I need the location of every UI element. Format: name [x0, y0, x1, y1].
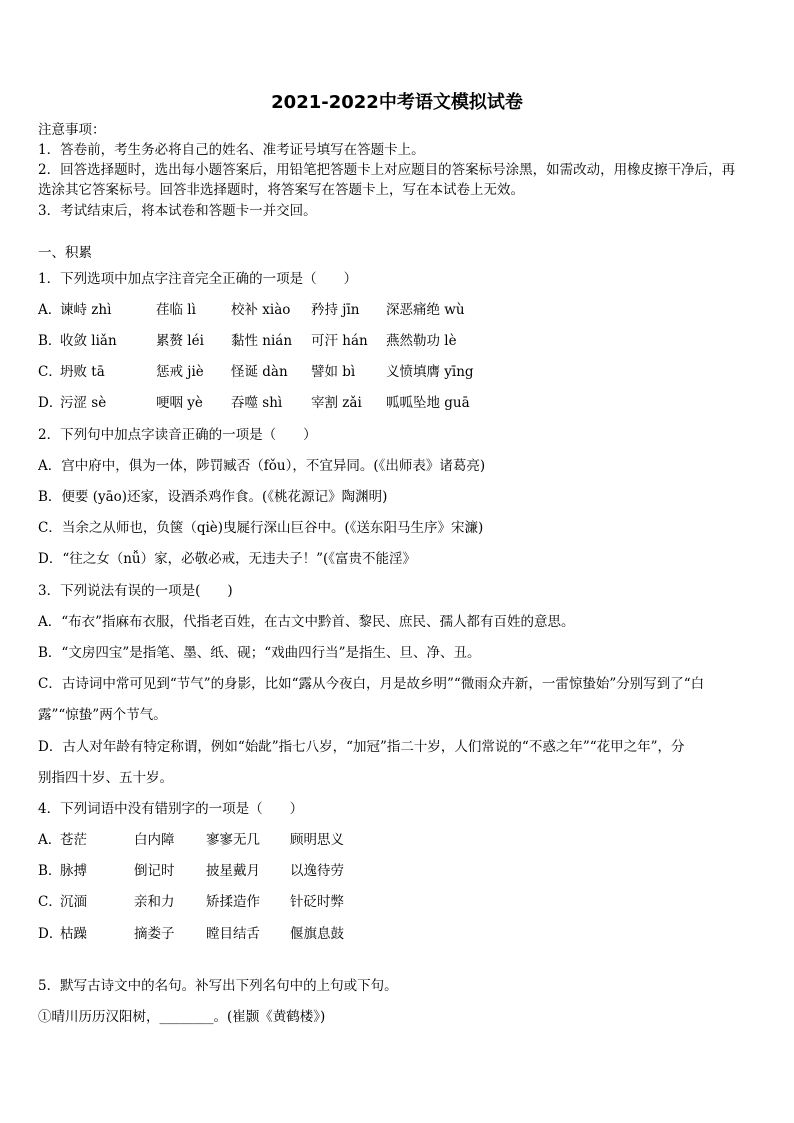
question-1-option-b: B．收敛 liǎn 累赘 léi 黏性 nián 可汗 hán 燕然勒功 lè — [38, 333, 457, 349]
notice-item-1: 1．答卷前，考生务必将自己的姓名、准考证号填写在答题卡上。 — [38, 142, 425, 158]
question-4-option-b: B．脉搏 倒记时 披星戴月 以逸待劳 — [38, 863, 344, 879]
question-5-stem: 5．默写古诗文中的名句。补写出下列名句中的上句或下句。 — [38, 978, 398, 994]
question-4-stem: 4．下列词语中没有错别字的一项是（ ） — [38, 801, 304, 817]
question-3-option-c-cont: 露”“惊蛰”两个节气。 — [38, 707, 167, 723]
question-3-option-d: D．古人对年龄有特定称谓，例如“始龀”指七八岁，“加冠”指二十岁，人们常说的“不惑之年”“花甲之年”，分 — [38, 739, 685, 755]
question-2-option-c: C．当余之从师也，负箧（qiè)曳屣行深山巨谷中。(《送东阳马生序》宋濂) — [38, 520, 484, 536]
question-1-option-c: C．坍败 tā 惩戒 jiè 怪诞 dàn 譬如 bì 义愤填膺 yīng — [38, 364, 474, 380]
section-heading: 一、积累 — [38, 245, 92, 261]
question-1-stem: 1．下列选项中加点字注音完全正确的一项是（ ） — [38, 271, 358, 287]
question-4-option-a: A．苍茫 白内障 寥寥无几 顾明思义 — [38, 832, 344, 848]
question-3-option-d-cont: 别指四十岁、五十岁。 — [38, 770, 173, 786]
question-3-option-c: C．古诗词中常可见到“节气”的身影，比如“露从今夜白，月是故乡明”“微雨众卉新，一雷惊蛰始”分别写到了“白 — [38, 676, 705, 692]
question-4-option-c: C．沉湎 亲和力 矫揉造作 针砭时弊 — [38, 894, 344, 910]
question-2-option-b: B．便要 (yāo)还家，设酒杀鸡作食。(《桃花源记》陶渊明) — [38, 489, 388, 505]
question-3-option-b: B．“文房四宝”是指笔、墨、纸、砚；“戏曲四行当”是指生、旦、净、丑。 — [38, 645, 481, 661]
page-title: 2021-2022中考语文模拟试卷 — [271, 92, 523, 113]
question-3-stem: 3．下列说法有误的一项是( ) — [38, 583, 233, 599]
question-2-option-d: D．“往之女（nǚ）家，必敬必戒，无违夫子！”(《富贵不能淫》 — [38, 551, 417, 567]
notice-item-3: 3．考试结束后，将本试卷和答题卡一并交回。 — [38, 203, 317, 219]
question-4-option-d: D．枯躁 摘娄子 瞠目结舌 偃旗息鼓 — [38, 926, 344, 942]
question-1-option-d: D．污涩 sè 哽咽 yè 吞噬 shì 宰割 zǎi 呱呱坠地 guā — [38, 395, 470, 411]
question-2-stem: 2．下列句中加点字读音正确的一项是（ ） — [38, 427, 317, 443]
question-1-option-a: A．谏峙 zhì 荏临 lì 校补 xiào 矜持 jīn 深恶痛绝 wù — [38, 302, 465, 318]
question-5-line-1: ①晴川历历汉阳树，________。(崔颢《黄鹤楼》) — [38, 1009, 326, 1025]
question-2-option-a: A．宫中府中，俱为一体，陟罚臧否（fǒu），不宜异同。(《出师表》诸葛亮) — [38, 458, 486, 474]
notice-item-2-cont: 选涂其它答案标号。回答非选择题时，将答案写在答题卡上，写在本试卷上无效。 — [38, 182, 524, 198]
notice-heading: 注意事项： — [38, 122, 106, 138]
question-3-option-a: A．“布衣”指麻布衣服，代指老百姓，在古文中黔首、黎民、庶民、孺人都有百姓的意思。 — [38, 614, 575, 630]
notice-item-2: 2．回答选择题时，选出每小题答案后，用铅笔把答题卡上对应题目的答案标号涂黑，如需改动，用橡皮擦干净后，再 — [38, 162, 736, 178]
